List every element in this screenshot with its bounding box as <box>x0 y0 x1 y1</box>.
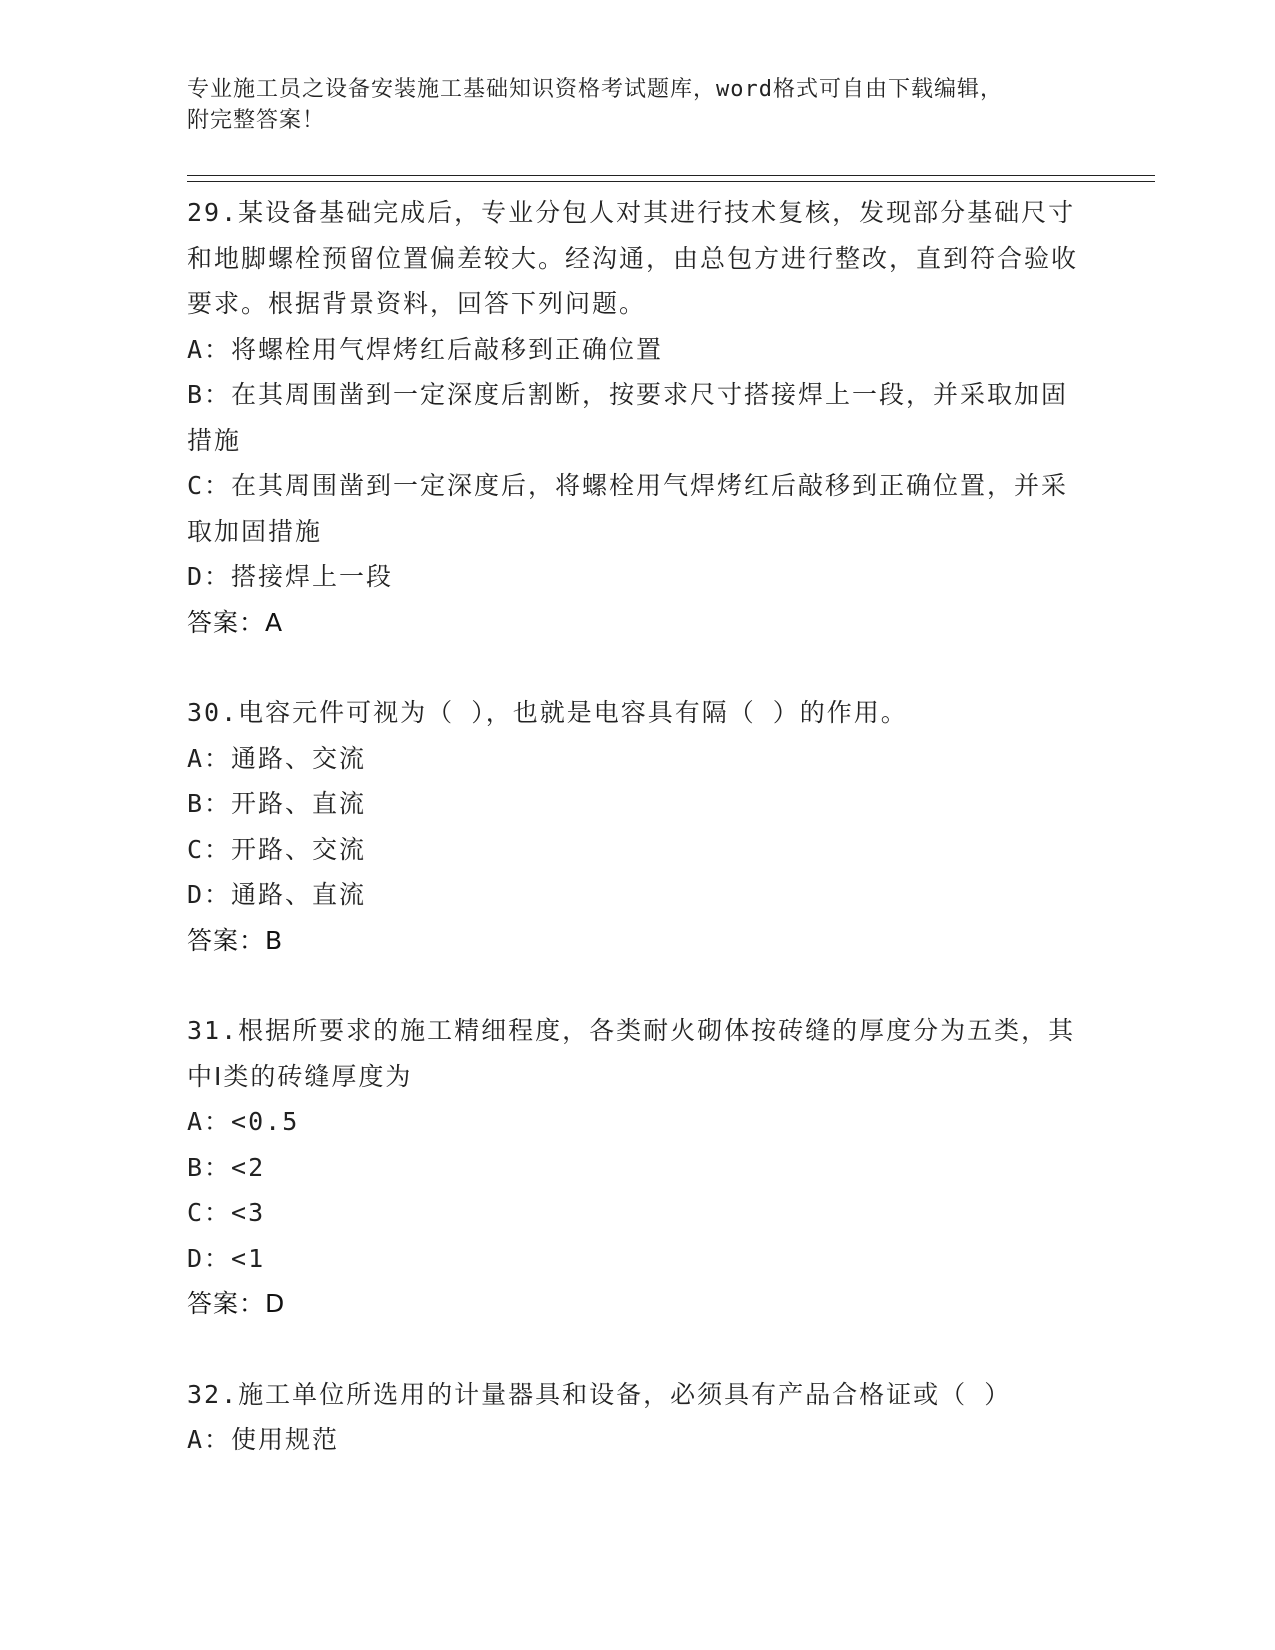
question-stem: 30.电容元件可视为（ ），也就是电容具有隔（ ）的作用。 <box>187 698 908 727</box>
question-32 <box>187 1372 1092 1463</box>
question-stem: 31.根据所要求的施工精细程度，各类耐火砌体按砖缝的厚度分为五类，其中Ⅰ类的砖缝厚度为 <box>187 1016 1076 1091</box>
question-29 <box>187 190 1092 645</box>
option-c: C：在其周围凿到一定深度后，将螺栓用气焊烤红后敲移到正确位置，并采取加固措施 <box>187 471 1069 546</box>
document-header <box>187 74 1087 136</box>
option-b: B：在其周围凿到一定深度后割断，按要求尺寸搭接焊上一段，并采取加固措施 <box>187 380 1069 455</box>
question-stem: 29.某设备基础完成后，专业分包人对其进行技术复核，发现部分基础尺寸和地脚螺栓预留位置偏差较大。经沟通，由总包方进行整改，直到符合验收要求。根据背景资料，回答下列问题。 <box>187 198 1079 318</box>
header-rule-top <box>187 175 1155 176</box>
question-31 <box>187 1008 1092 1327</box>
option-a: A：通路、交流 <box>187 743 367 773</box>
option-a: A：将螺栓用气焊烤红后敲移到正确位置 <box>187 334 664 364</box>
answer: 答案：A <box>187 607 284 637</box>
header-rule-bottom <box>187 181 1155 182</box>
option-c: C：开路、交流 <box>187 834 367 864</box>
answer: 答案：B <box>187 925 284 955</box>
option-d: D：<1 <box>187 1243 266 1273</box>
header-title-line-2: 附完整答案！ <box>187 108 326 133</box>
answer: 答案：D <box>187 1289 286 1318</box>
option-c: C：<3 <box>187 1198 266 1227</box>
header-title-line-1: 专业施工员之设备安装施工基础知识资格考试题库，word格式可自由下载编辑， <box>187 77 1003 102</box>
option-a: A：使用规范 <box>187 1425 340 1454</box>
option-b: B：<2 <box>187 1152 266 1182</box>
option-d: D：搭接焊上一段 <box>187 562 394 591</box>
question-stem: 32.施工单位所选用的计量器具和设备，必须具有产品合格证或（ ） <box>187 1379 1012 1409</box>
question-30 <box>187 690 1092 963</box>
option-b: B：开路、直流 <box>187 789 367 818</box>
question-list <box>187 190 1092 1508</box>
option-a: A：<0.5 <box>187 1107 300 1136</box>
option-d: D：通路、直流 <box>187 880 367 909</box>
